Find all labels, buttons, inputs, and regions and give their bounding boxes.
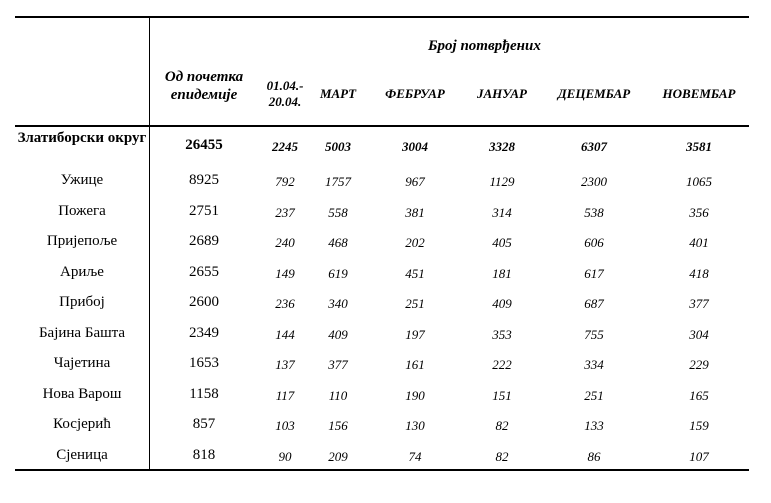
summary-february: 3004 xyxy=(402,139,428,154)
cell-november: 356 xyxy=(689,204,709,220)
header-period: 01.04.- 20.04. xyxy=(266,78,304,109)
cell-name: Косјерић xyxy=(53,416,111,432)
cell-march: 340 xyxy=(328,296,348,311)
table-row xyxy=(15,203,749,233)
cell-name: Чајетина xyxy=(53,355,111,371)
cell-january: 409 xyxy=(492,296,512,311)
cell-december: 606 xyxy=(584,235,604,250)
cell-total: 2600 xyxy=(189,294,219,310)
cell-march: 468 xyxy=(328,235,348,250)
cell-total: 2751 xyxy=(189,202,219,219)
cell-period: 237 xyxy=(275,204,295,220)
table-row xyxy=(15,294,749,324)
cell-total: 2655 xyxy=(189,263,219,280)
cell-name: Бајина Башта xyxy=(38,324,126,341)
cell-november: 1065 xyxy=(686,174,712,189)
cell-period: 117 xyxy=(275,387,295,403)
cell-november: 377 xyxy=(689,296,709,311)
header-december: ДЕЦЕМБАР xyxy=(557,86,631,101)
cell-period: 240 xyxy=(275,235,295,250)
cell-december: 755 xyxy=(584,326,604,342)
cell-january: 1129 xyxy=(489,174,515,189)
table-row xyxy=(15,386,749,416)
header-january: ЈАНУАР xyxy=(477,86,527,101)
cell-name: Сјеница xyxy=(56,446,108,463)
cell-january: 82 xyxy=(495,448,509,464)
cell-february: 451 xyxy=(405,265,425,281)
cell-name: Ариље xyxy=(60,263,104,280)
table-row xyxy=(15,264,749,294)
header-november: НОВЕМБАР xyxy=(662,86,736,101)
cell-name: Прибој xyxy=(59,294,105,310)
cell-total: 818 xyxy=(192,446,216,463)
table-row xyxy=(15,447,749,477)
cell-period: 144 xyxy=(275,326,295,342)
cell-period: 137 xyxy=(275,357,295,372)
cell-total: 1158 xyxy=(189,385,219,402)
table-top-rule xyxy=(15,16,749,18)
cell-total: 2689 xyxy=(189,233,219,249)
cell-november: 159 xyxy=(689,418,709,433)
cell-january: 353 xyxy=(492,326,512,342)
cell-february: 381 xyxy=(405,204,425,220)
table-row xyxy=(15,355,749,385)
table-row xyxy=(15,325,749,355)
cell-december: 687 xyxy=(584,296,604,311)
cell-march: 1757 xyxy=(325,174,351,189)
summary-period: 2245 xyxy=(272,139,298,154)
cell-period: 103 xyxy=(275,418,295,433)
cell-december: 133 xyxy=(584,418,604,433)
header-february: ФЕБРУАР xyxy=(385,86,445,101)
summary-december: 6307 xyxy=(581,139,607,154)
cell-january: 222 xyxy=(492,357,512,372)
cell-march: 409 xyxy=(328,326,348,342)
cell-february: 190 xyxy=(405,387,425,403)
cell-december: 538 xyxy=(584,204,604,220)
cell-march: 619 xyxy=(328,265,348,281)
cell-january: 405 xyxy=(492,235,512,250)
cell-total: 1653 xyxy=(189,355,219,371)
summary-november: 3581 xyxy=(686,139,712,154)
cell-march: 558 xyxy=(328,204,348,220)
summary-january: 3328 xyxy=(489,139,515,154)
cell-total: 857 xyxy=(192,416,216,432)
cell-total: 2349 xyxy=(189,324,219,341)
header-group-title: Број потврђених xyxy=(428,38,541,54)
cell-january: 82 xyxy=(495,418,509,433)
cell-november: 229 xyxy=(689,357,709,372)
cell-name: Ужице xyxy=(60,172,104,188)
cell-december: 334 xyxy=(584,357,604,372)
cell-name: Пожега xyxy=(58,202,106,219)
cell-name: Пријепоље xyxy=(46,233,118,249)
cell-february: 74 xyxy=(408,448,422,464)
header-total: Од почетка епидемије xyxy=(164,69,244,103)
table-header-rule xyxy=(15,125,749,127)
cell-total: 8925 xyxy=(189,172,219,188)
table-row xyxy=(15,233,749,263)
summary-march: 5003 xyxy=(325,139,351,154)
cell-november: 165 xyxy=(689,387,709,403)
cell-february: 251 xyxy=(405,296,425,311)
cell-february: 161 xyxy=(405,357,425,372)
table-row xyxy=(15,416,749,446)
cell-february: 197 xyxy=(405,326,425,342)
cell-november: 418 xyxy=(689,265,709,281)
cell-period: 90 xyxy=(278,448,292,464)
cell-march: 110 xyxy=(328,387,348,403)
cell-december: 251 xyxy=(584,387,604,403)
summary-row xyxy=(15,129,749,165)
cell-period: 236 xyxy=(275,296,295,311)
cell-period: 792 xyxy=(275,174,295,189)
cell-december: 2300 xyxy=(581,174,607,189)
cell-november: 304 xyxy=(689,326,709,342)
cell-february: 202 xyxy=(405,235,425,250)
table-row xyxy=(15,172,749,202)
cell-january: 151 xyxy=(492,387,512,403)
cell-november: 401 xyxy=(689,235,709,250)
summary-name: Златиборски округ xyxy=(17,130,147,146)
cell-march: 377 xyxy=(328,357,348,372)
cell-january: 181 xyxy=(492,265,512,281)
header-march: МАРТ xyxy=(319,86,357,101)
cell-february: 967 xyxy=(405,174,425,189)
cell-november: 107 xyxy=(689,448,709,464)
cell-march: 209 xyxy=(328,448,348,464)
summary-total: 26455 xyxy=(185,137,223,153)
cell-december: 86 xyxy=(587,448,601,464)
cell-february: 130 xyxy=(405,418,425,433)
cell-name: Нова Варош xyxy=(42,385,122,402)
cell-march: 156 xyxy=(328,418,348,433)
cell-december: 617 xyxy=(584,265,604,281)
cell-period: 149 xyxy=(275,265,295,281)
cell-january: 314 xyxy=(492,204,512,220)
